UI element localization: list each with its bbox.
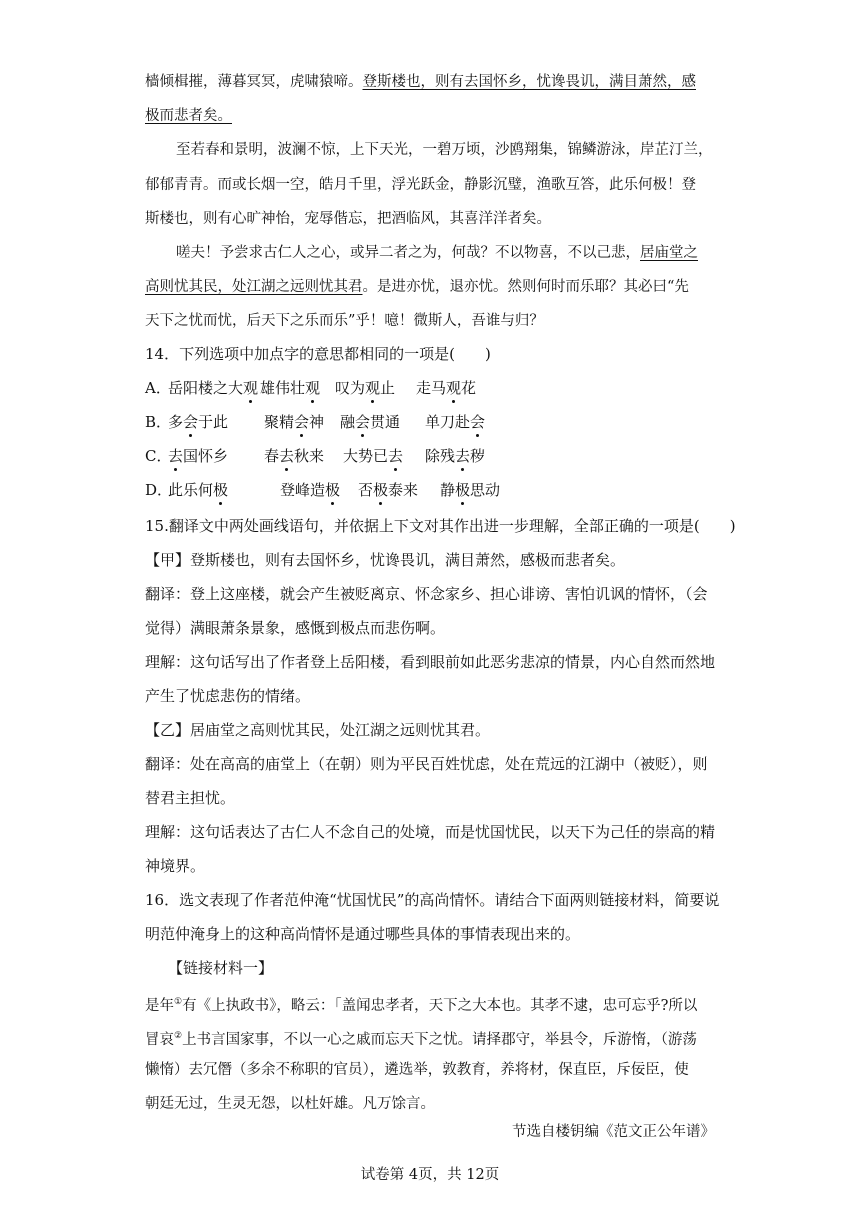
translation-jia: 觉得）满眼萧条景象，感慨到极点而悲伤啊。 bbox=[145, 619, 446, 637]
passage-line bbox=[145, 72, 696, 92]
option-phrase: 雄伟壮观 bbox=[260, 379, 321, 397]
option-phrase: 单刀赴会 bbox=[425, 413, 486, 431]
understanding-jia: 理解：这句话写出了作者登上岳阳楼，看到眼前如此恶劣悲凉的情景，内心自然而然地 bbox=[145, 653, 716, 671]
material-source: 节选自楼钥编《范文正公年谱》 bbox=[512, 1124, 715, 1140]
footnote-marker: ① bbox=[174, 997, 183, 1007]
understanding-jia: 产生了忧虑悲伤的情绪。 bbox=[145, 687, 311, 705]
translation-jia: 翻译：登上这座楼，就会产生被贬离京、怀念家乡、担心诽谤、害怕讥讽的情怀，（会 bbox=[145, 585, 708, 603]
link-material-line bbox=[145, 1026, 697, 1050]
dotted-character: 极 bbox=[213, 481, 229, 499]
material-text: 冒哀 bbox=[145, 1031, 174, 1048]
option-phrase: 除残去秽 bbox=[425, 447, 486, 465]
passage-line bbox=[145, 106, 232, 126]
dotted-character: 观 bbox=[305, 379, 321, 397]
passage-text: 嗟夫！予尝求古仁人之心，或异二者之为，何哉？不以物喜，不以己悲， bbox=[176, 245, 640, 261]
option-phrase: 多会于此 bbox=[168, 413, 229, 431]
underlined-sentence-jia: 登斯楼也，则有去国怀乡，忧谗畏讥，满目萧然，感 bbox=[362, 74, 696, 90]
sentence-jia: 【甲】登斯楼也，则有去国怀乡，忧谗畏讥，满目萧然，感极而悲者矣。 bbox=[145, 551, 626, 569]
dotted-character: 去 bbox=[168, 447, 184, 465]
question-16-stem: 明范仲淹身上的这种高尚情怀是通过哪些具体的事情表现出来的。 bbox=[145, 925, 581, 943]
underlined-sentence-jia: 极而悲者矣。 bbox=[145, 108, 232, 124]
option-phrase: 聚精会神 bbox=[264, 413, 325, 431]
dotted-character: 极 bbox=[373, 481, 389, 499]
option-phrase: 去国怀乡 bbox=[168, 447, 229, 465]
option-letter: B． bbox=[145, 413, 172, 431]
page-footer: 试卷第 4页，共 12页 bbox=[360, 1167, 500, 1183]
dotted-character: 去 bbox=[455, 447, 471, 465]
passage-text: 樯倾楫摧，薄暮冥冥，虎啸猿啼。 bbox=[145, 74, 363, 90]
question-14-stem: 14．下列选项中加点字的意思都相同的一项是( ) bbox=[145, 345, 491, 363]
sentence-yi: 【乙】居庙堂之高则忧其民，处江湖之远则忧其君。 bbox=[145, 721, 491, 739]
option-phrase: 春去秋来 bbox=[264, 447, 325, 465]
dotted-character: 极 bbox=[325, 481, 341, 499]
option-phrase: 此乐何极 bbox=[168, 481, 229, 499]
option-letter: C． bbox=[145, 447, 172, 465]
material-text: 是年 bbox=[145, 997, 174, 1014]
material-text: 有《上执政书》，略云：「盖闻忠孝者，天下之大本也。其孝不逮，忠可忘乎?所以 bbox=[182, 997, 698, 1014]
passage-line: 至若春和景明，波澜不惊，上下天光，一碧万顷，沙鸥翔集，锦鳞游泳，岸芷汀兰， bbox=[176, 142, 713, 158]
dotted-character: 观 bbox=[365, 379, 381, 397]
link-material-line: 朝廷无过，生灵无怨，以杜奸雄。凡万馀言。 bbox=[145, 1096, 435, 1112]
dotted-character: 会 bbox=[355, 413, 371, 431]
option-phrase: 融会贯通 bbox=[340, 413, 401, 431]
option-phrase: 走马观花 bbox=[416, 379, 477, 397]
option-phrase: 叹为观止 bbox=[335, 379, 396, 397]
underlined-sentence-yi: 高则忧其民，处江湖之远则忧其君 bbox=[145, 279, 363, 295]
underlined-sentence-yi: 居庙堂之 bbox=[640, 245, 698, 261]
passage-line: 郁郁青青。而或长烟一空，皓月千里，浮光跃金，静影沉璧，渔歌互答，此乐何极！登 bbox=[145, 177, 696, 193]
link-material-title: 【链接材料一】 bbox=[168, 959, 274, 977]
option-phrase: 登峰造极 bbox=[280, 481, 341, 499]
link-material-line bbox=[145, 992, 697, 1016]
passage-line: 斯楼也，则有心旷神怡，宠辱偕忘，把酒临风，其喜洋洋者矣。 bbox=[145, 211, 551, 227]
question-16-stem: 16．选文表现了作者范仲淹“忧国忧民”的高尚情怀。请结合下面两则链接材料，简要说 bbox=[145, 891, 720, 909]
translation-yi: 替君主担忧。 bbox=[145, 789, 236, 807]
option-phrase: 大势已去 bbox=[343, 447, 404, 465]
dotted-character: 观 bbox=[446, 379, 462, 397]
question-15-stem: 15.翻译文中两处画线语句，并依据上下文对其作出进一步理解，全部正确的一项是( ) bbox=[145, 517, 736, 535]
dotted-character: 会 bbox=[183, 413, 199, 431]
understanding-yi: 理解：这句话表达了古仁人不念自己的处境，而是忧国忧民，以天下为己任的崇高的精 bbox=[145, 823, 716, 841]
option-phrase: 岳阳楼之大观 bbox=[168, 379, 259, 397]
dotted-character: 会 bbox=[470, 413, 486, 431]
translation-yi: 翻译：处在高高的庙堂上（在朝）则为平民百姓忧虑，处在荒远的江湖中（被贬），则 bbox=[145, 755, 708, 773]
passage-text: 。是进亦忧，退亦忧。然则何时而乐耶？其必曰“先 bbox=[362, 279, 689, 295]
dotted-character: 去 bbox=[388, 447, 404, 465]
option-phrase: 否极泰来 bbox=[358, 481, 419, 499]
dotted-character: 观 bbox=[243, 379, 259, 397]
dotted-character: 去 bbox=[279, 447, 295, 465]
option-letter: A． bbox=[145, 379, 171, 397]
material-text: 上书言国家事，不以一心之戚而忘天下之忧。请择郡守，举县令，斥游惰，（游荡 bbox=[182, 1031, 697, 1048]
dotted-character: 会 bbox=[294, 413, 310, 431]
option-letter: D． bbox=[145, 481, 173, 499]
dotted-character: 极 bbox=[455, 481, 471, 499]
footnote-marker: ② bbox=[174, 1031, 183, 1041]
link-material-line: 懒惰）去冗僭（多余不称职的官员），遴选举，敦教育，养将材，保直臣，斥佞臣，使 bbox=[145, 1062, 689, 1078]
understanding-yi: 神境界。 bbox=[145, 857, 206, 875]
option-phrase: 静极思动 bbox=[440, 481, 501, 499]
passage-line bbox=[176, 243, 698, 263]
passage-line: 天下之忧而忧，后天下之乐而乐”乎！噫！微斯人，吾谁与归？ bbox=[145, 313, 544, 329]
passage-line bbox=[145, 277, 689, 297]
